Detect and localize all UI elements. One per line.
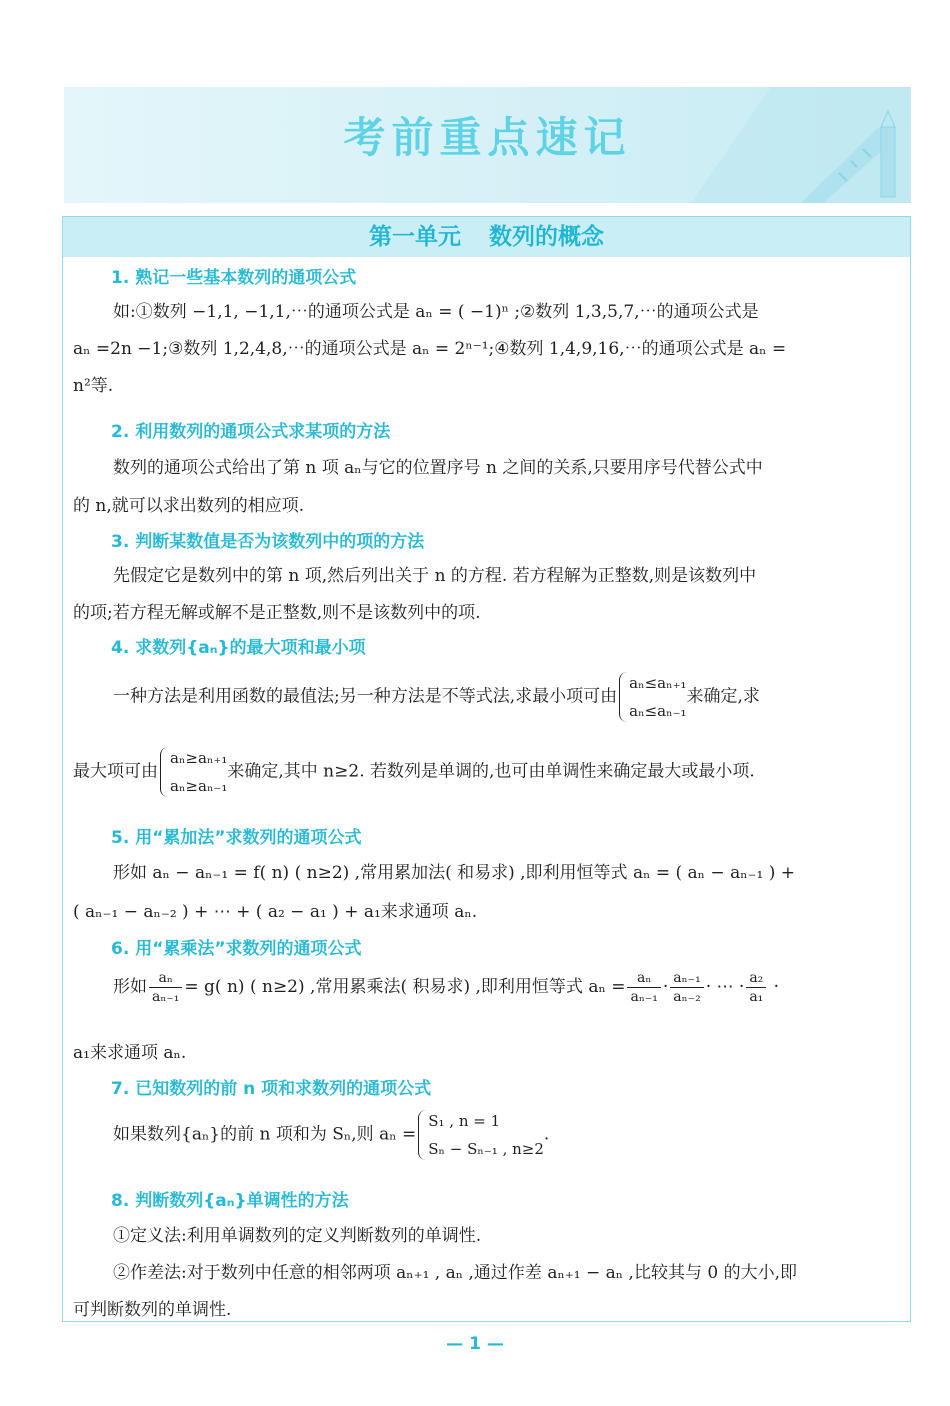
fraction [627,969,660,1006]
paragraph-line [113,1107,549,1163]
text-run: 如果数列{aₙ}的前 n 项和为 Sₙ,则 aₙ = [113,1124,417,1145]
denominator: a₁ [749,989,764,1005]
paragraph-line [73,744,755,800]
section-heading: 5. 用“累加法”求数列的通项公式 [111,828,362,848]
ruler-pencil-icon [651,87,911,203]
unit-name: 数列的概念 [489,224,604,250]
piecewise-system [416,1107,544,1163]
equation-row: Sₙ − Sₙ₋₁ , n≥2 [428,1140,544,1158]
content-box [62,216,911,1322]
equation-row: aₙ≥aₙ₋₁ [170,777,228,795]
paragraph-line: 的 n,就可以求出数列的相应项. [73,496,305,516]
unit-number: 第一单元 [369,224,461,250]
text-run: . [543,1124,550,1145]
text-run: · [662,977,669,997]
paragraph-line [113,669,760,725]
text-run: · [768,977,780,997]
numerator: aₙ₋₁ [670,969,703,988]
unit-title [63,217,910,257]
fraction [670,969,703,1006]
text-run: · ⋯ · [705,977,745,997]
section-heading: 8. 判断数列{aₙ}单调性的方法 [111,1191,349,1211]
text-run: 一种方法是利用函数的最值法;另一种方法是不等式法,求最小项可由 [113,686,618,707]
equation-row: aₙ≥aₙ₊₁ [170,749,228,767]
text-run: 来确定,其中 n≥2. 若数列是单调的,也可由单调性来确定最大或最小项. [227,761,755,782]
text-run: 形如 [113,977,147,997]
section-heading: 2. 利用数列的通项公式求某项的方法 [111,422,391,442]
paragraph-line: 可判断数列的单调性. [73,1300,232,1320]
equation-row: aₙ≤aₙ₊₁ [629,674,687,692]
paragraph-line: 数列的通项公式给出了第 n 项 aₙ与它的位置序号 n 之间的关系,只要用序号代替公式中 [113,458,763,478]
paragraph-line: 的项;若方程无解或解不是正整数,则不是该数列中的项. [73,603,481,623]
paragraph-line: ( aₙ₋₁ − aₙ₋₂ ) + ⋯ + ( a₂ − a₁ ) + a₁来求通项 aₙ. [73,902,478,922]
header-banner [64,87,911,203]
numerator: a₂ [746,969,766,988]
paragraph-line: 先假定它是数列中的第 n 项,然后列出关于 n 的方程. 若方程解为正整数,则是该数列中 [113,566,757,586]
denominator: aₙ₋₁ [630,989,658,1005]
paragraph-line: 如:①数列 −1,1, −1,1,⋯的通项公式是 aₙ = ( −1)ⁿ ;②数列 1,3,5,7,⋯的通项公式是 [113,302,759,322]
paragraph-line: aₙ =2n −1;③数列 1,2,4,8,⋯的通项公式是 aₙ = 2ⁿ⁻¹;④数列 1,4,9,16,⋯的通项公式是 aₙ = [73,339,787,359]
section-heading: 4. 求数列{aₙ}的最大项和最小项 [111,638,366,658]
denominator: aₙ₋₂ [673,989,701,1005]
text-run: 来确定,求 [686,686,760,707]
paragraph-line: ②作差法:对于数列中任意的相邻两项 aₙ₊₁ , aₙ ,通过作差 aₙ₊₁ − aₙ ,比较其与 0 的大小,即 [113,1263,797,1283]
section-heading: 7. 已知数列的前 n 项和求数列的通项公式 [111,1079,432,1099]
section-heading: 1. 熟记一些基本数列的通项公式 [111,268,357,288]
paragraph-line: 形如 aₙ − aₙ₋₁ = f( n) ( n≥2) ,常用累加法( 和易求) ,即利用恒等式 aₙ = ( aₙ − aₙ₋₁ ) + [113,863,796,883]
paragraph-line: ①定义法:利用单调数列的定义判断数列的单调性. [113,1226,482,1246]
fraction [149,969,182,1006]
fraction [746,969,766,1006]
paragraph-line: n²等. [73,376,114,396]
equation-row: aₙ≤aₙ₋₁ [629,702,687,720]
section-heading: 3. 判断某数值是否为该数列中的项的方法 [111,532,425,552]
paragraph-line [113,969,779,1006]
page-number: — 1 — [446,1334,504,1354]
inequality-system-max [158,744,227,800]
section-heading: 6. 用“累乘法”求数列的通项公式 [111,939,362,959]
numerator: aₙ [149,969,182,988]
equation-row: S₁ , n = 1 [428,1112,501,1130]
paragraph-line: a₁来求通项 aₙ. [73,1043,187,1063]
inequality-system-min [617,669,686,725]
denominator: aₙ₋₁ [152,989,180,1005]
numerator: aₙ [627,969,660,988]
text-run: = g( n) ( n≥2) ,常用累乘法( 积易求) ,即利用恒等式 aₙ = [184,977,626,997]
page-title: 考前重点速记 [343,113,632,162]
text-run: 最大项可由 [73,761,158,782]
